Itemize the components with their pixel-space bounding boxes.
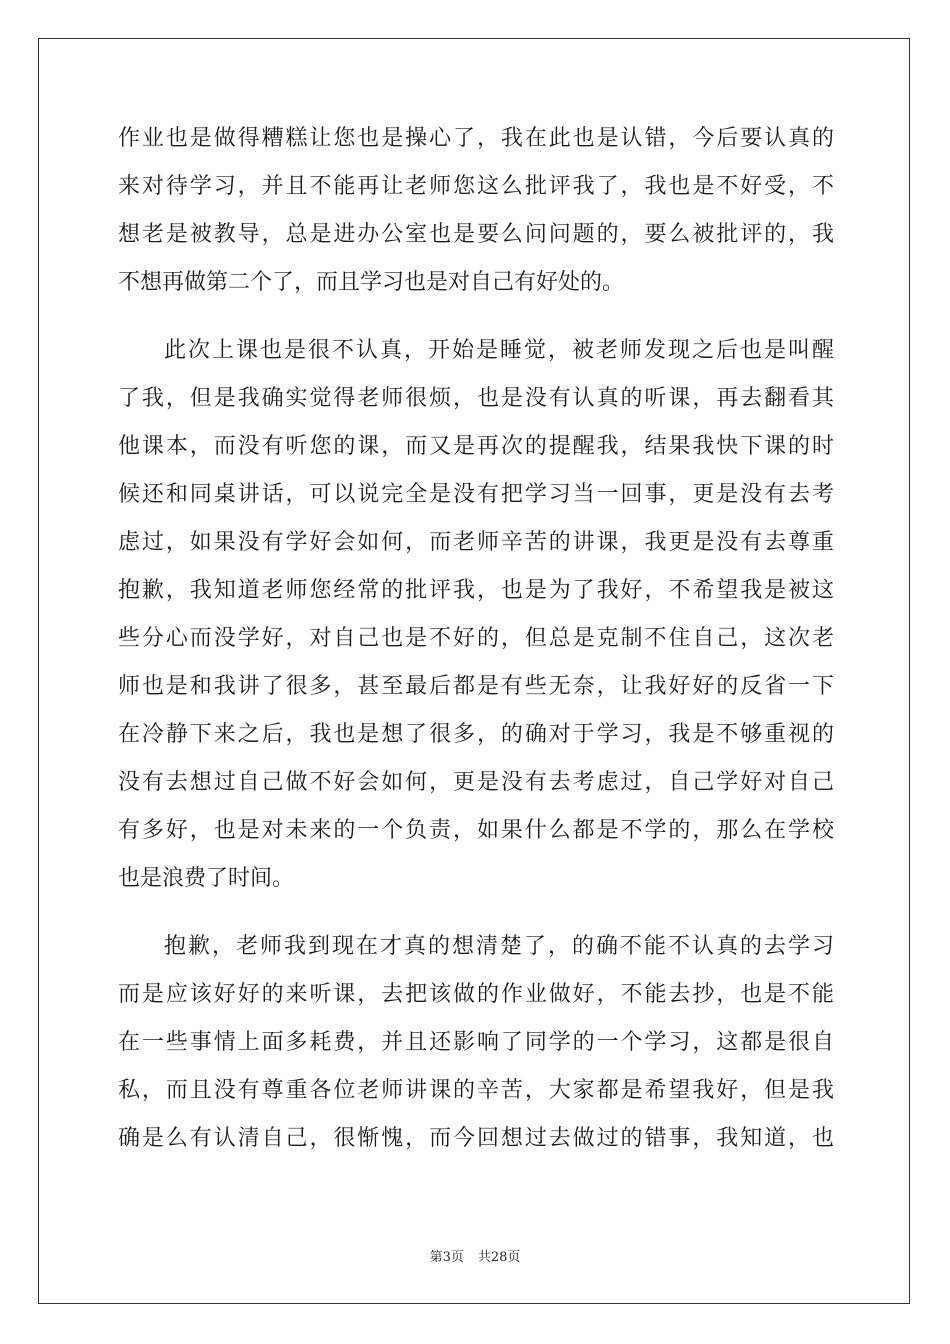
text-line: 有多好，也是对未来的一个负责，如果什么都是不学的，那么在学校 bbox=[118, 818, 834, 843]
text-line: 而是应该好好的来听课，去把该做的作业做好，不能去抄，也是不能 bbox=[118, 982, 834, 1007]
paragraph-first-line: 此次上课也是很不认真，开始是睡觉，被老师发现之后也是叫醒 bbox=[164, 338, 834, 363]
text-line: 在一些事情上面多耗费，并且还影响了同学的一个学习，这都是很自 bbox=[118, 1030, 834, 1055]
page-footer bbox=[0, 1246, 950, 1265]
text-line: 些分心而没学好，对自己也是不好的，但总是克制不住自己，这次老 bbox=[118, 626, 834, 651]
text-line: 师也是和我讲了很多，甚至最后都是有些无奈，让我好好的反省一下 bbox=[118, 674, 834, 699]
text-line: 来对待学习，并且不能再让老师您这么批评我了，我也是不好受，不 bbox=[118, 174, 834, 199]
text-line: 作业也是做得糟糕让您也是操心了，我在此也是认错，今后要认真的 bbox=[118, 126, 834, 151]
text-line: 想老是被教导，总是进办公室也是要么问问题的，要么被批评的，我 bbox=[118, 222, 834, 247]
text-line: 他课本，而没有听您的课，而又是再次的提醒我，结果我快下课的时 bbox=[118, 434, 834, 459]
text-line: 抱歉，我知道老师您经常的批评我，也是为了我好，不希望我是被这 bbox=[118, 578, 834, 603]
text-line: 候还和同桌讲话，可以说完全是没有把学习当一回事，更是没有去考 bbox=[118, 482, 834, 507]
text-line: 确是么有认清自己，很惭愧，而今回想过去做过的错事，我知道，也 bbox=[118, 1126, 834, 1151]
text-line: 虑过，如果没有学好会如何，而老师辛苦的讲课，我更是没有去尊重 bbox=[118, 530, 834, 555]
text-line: 在冷静下来之后，我也是想了很多，的确对于学习，我是不够重视的 bbox=[118, 722, 834, 747]
text-line: 不想再做第二个了，而且学习也是对自己有好处的。 bbox=[118, 270, 625, 295]
page-total: 共28页 bbox=[477, 1250, 521, 1265]
text-line: 也是浪费了时间。 bbox=[118, 866, 295, 891]
text-line: 私，而且没有尊重各位老师讲课的辛苦，大家都是希望我好，但是我 bbox=[118, 1078, 834, 1103]
paragraph-first-line: 抱歉，老师我到现在才真的想清楚了，的确不能不认真的去学习 bbox=[164, 934, 834, 959]
text-line: 了我，但是我确实觉得老师很烦，也是没有认真的听课，再去翻看其 bbox=[118, 386, 834, 411]
page-number: 第3页 bbox=[429, 1250, 464, 1265]
text-line: 没有去想过自己做不好会如何，更是没有去考虑过，自己学好对自己 bbox=[118, 770, 834, 795]
